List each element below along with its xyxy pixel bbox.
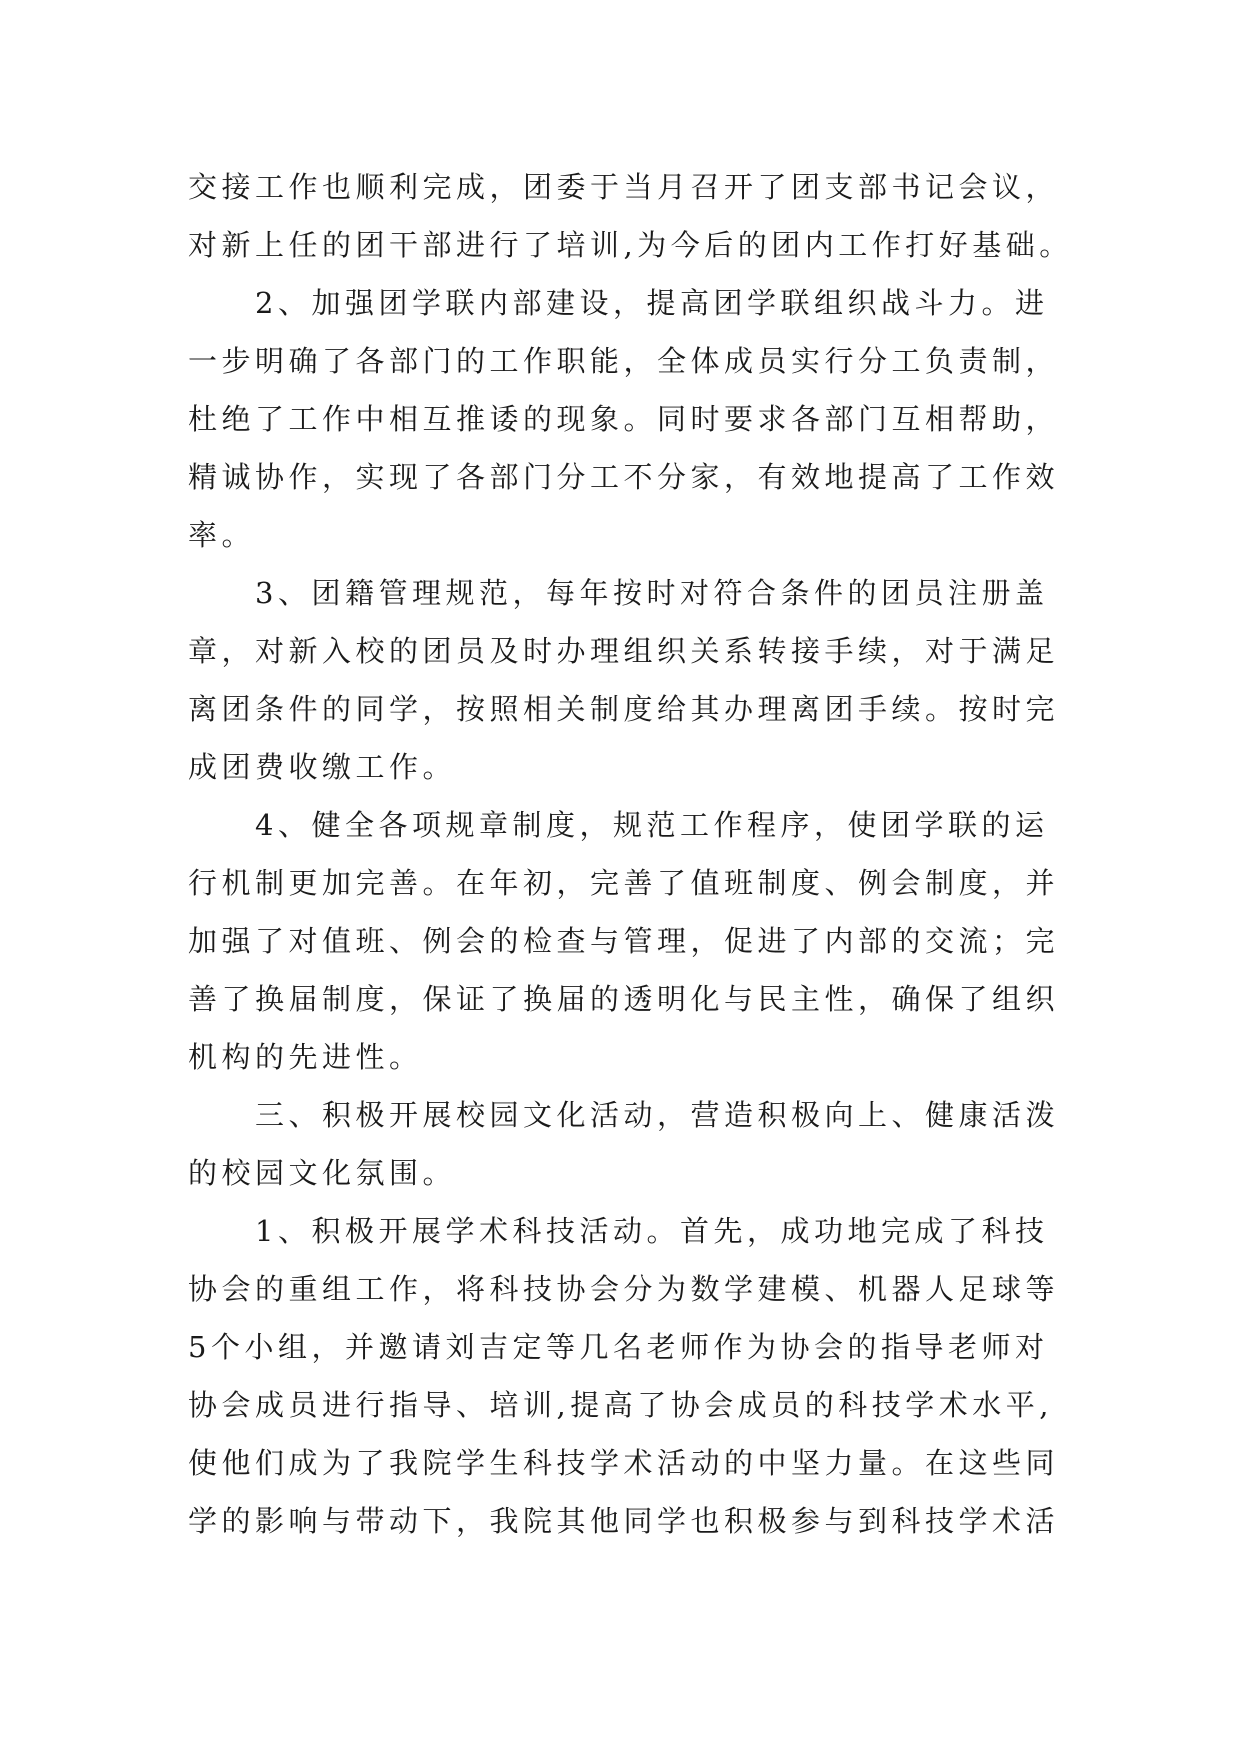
text-line: 学的影响与带动下，我院其他同学也积极参与到科技学术活 — [188, 1504, 1060, 1538]
text-line: 协会的重组工作，将科技协会分为数学建模、机器人足球等 — [188, 1272, 1060, 1306]
text-line: 5个小组，并邀请刘吉定等几名老师作为协会的指导老师对 — [188, 1330, 1049, 1364]
text-line: 4、健全各项规章制度，规范工作程序，使团学联的运 — [188, 808, 1049, 842]
text-line: 交接工作也顺利完成，团委于当月召开了团支部书记会议， — [188, 170, 1060, 204]
text-line: 成团费收缴工作。 — [188, 750, 457, 784]
text-line: 精诚协作，实现了各部门分工不分家，有效地提高了工作效 — [188, 460, 1060, 494]
text-line: 三、积极开展校园文化活动，营造积极向上、健康活泼 — [188, 1098, 1060, 1132]
text-line: 率。 — [188, 518, 256, 552]
text-line: 杜绝了工作中相互推诿的现象。同时要求各部门互相帮助， — [188, 402, 1060, 436]
text-line: 的校园文化氛围。 — [188, 1156, 457, 1190]
text-line: 行机制更加完善。在年初，完善了值班制度、例会制度，并 — [188, 866, 1060, 900]
text-line: 章，对新入校的团员及时办理组织关系转接手续，对于满足 — [188, 634, 1060, 668]
text-line: 加强了对值班、例会的检查与管理，促进了内部的交流；完 — [188, 924, 1060, 958]
text-line: 善了换届制度，保证了换届的透明化与民主性，确保了组织 — [188, 982, 1060, 1016]
text-line: 1、积极开展学术科技活动。首先，成功地完成了科技 — [188, 1214, 1049, 1248]
text-line: 2、加强团学联内部建设，提高团学联组织战斗力。进 — [188, 286, 1049, 320]
text-line: 对新上任的团干部进行了培训,为今后的团内工作打好基础。 — [188, 228, 1073, 262]
text-line: 协会成员进行指导、培训,提高了协会成员的科技学术水平, — [188, 1388, 1053, 1422]
text-line: 机构的先进性。 — [188, 1040, 423, 1074]
text-line: 离团条件的同学，按照相关制度给其办理离团手续。按时完 — [188, 692, 1060, 726]
body-text — [188, 158, 1088, 1550]
text-line: 3、团籍管理规范，每年按时对符合条件的团员注册盖 — [188, 576, 1049, 610]
text-line: 使他们成为了我院学生科技学术活动的中坚力量。在这些同 — [188, 1446, 1060, 1480]
text-line: 一步明确了各部门的工作职能，全体成员实行分工负责制， — [188, 344, 1060, 378]
